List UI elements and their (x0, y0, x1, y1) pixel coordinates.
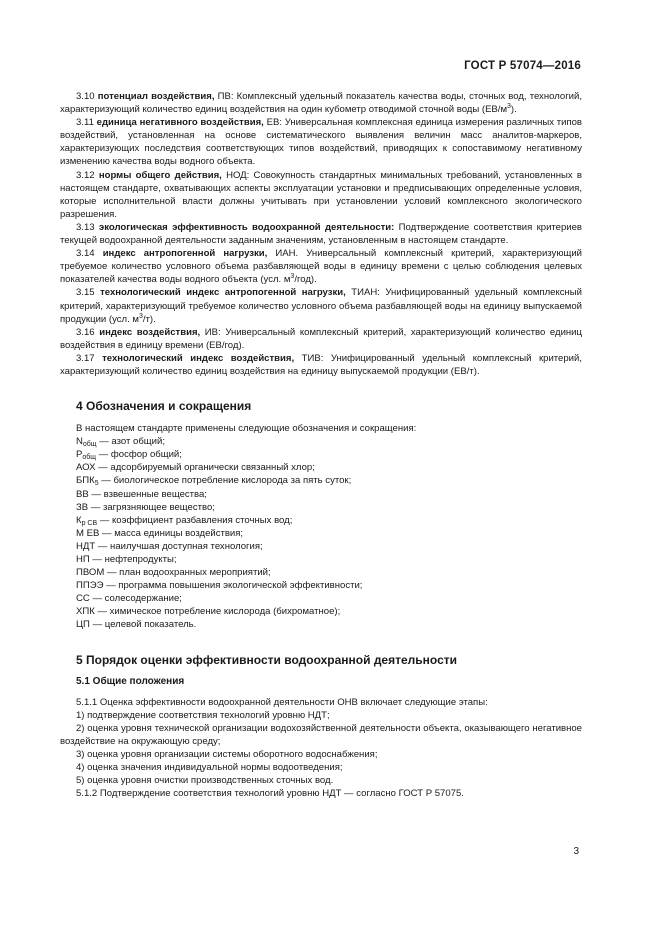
abbreviation-item (60, 448, 582, 461)
abbreviation-symbol: К (76, 514, 82, 526)
term-superscript: 3 (290, 273, 295, 281)
abbreviation-item (60, 514, 582, 527)
abbreviation-item (60, 501, 582, 514)
abbreviation-symbol: N (76, 436, 83, 448)
abbreviation-item (60, 592, 582, 605)
abbreviation-item (60, 566, 582, 579)
term-entry (60, 116, 582, 168)
abbreviation-item (60, 461, 582, 474)
abbreviation-meaning: — наилучшая доступная технология; (95, 540, 263, 552)
abbreviation-symbol: ВВ (76, 488, 89, 500)
abbreviation-meaning: — азот общий; (96, 436, 165, 448)
page-content (60, 90, 582, 800)
abbreviation-subscript: 5 (94, 480, 99, 488)
term-entry (60, 90, 582, 116)
term-name: технологический индекс воздействия, (102, 352, 295, 364)
term-entry (60, 169, 582, 221)
step-item: 2) оценка уровня технической организации водохозяйственной деятельности объекта, оказывающего негативное воздействие на окружающую среду; (60, 722, 582, 747)
abbreviation-symbol: М ЕВ (76, 527, 100, 539)
term-number: 3.11 (76, 117, 94, 129)
abbreviation-item (60, 605, 582, 618)
abbreviation-subscript: р СВ (81, 519, 98, 527)
term-number: 3.12 (76, 169, 95, 181)
term-name: нормы общего действия, (98, 169, 222, 181)
abbreviation-symbol: БПК (76, 475, 95, 487)
abbreviation-meaning: — взвешенные вещества; (88, 488, 207, 500)
term-name: экологическая эффективность водоохранной деятельности: (98, 221, 395, 233)
abbreviation-meaning: — нефтепродукты; (89, 554, 177, 565)
abbreviation-meaning: — коэффициент разбавления сточных вод; (97, 514, 293, 526)
standard-header: ГОСТ Р 57074—2016 (464, 60, 581, 72)
term-definition: ИВ: Универсальный комплексный критерий, характеризующий количество единиц воздействия в единицу времени (ЕВ/год). (60, 326, 582, 351)
section-4-intro: В настоящем стандарте применены следующие обозначения и сокращения: (76, 423, 417, 435)
abbreviation-item (60, 618, 582, 631)
term-entry (60, 352, 582, 378)
abbreviation-symbol: НП (76, 554, 90, 565)
abbreviations-list (60, 435, 582, 631)
abbreviation-subscript: общ (82, 454, 97, 462)
term-definition: ТИВ: Унифицированный удельный комплексный критерий, характеризующий количество единиц воздействия на единицу выпускаемой продукции (ЕВ/т). (60, 352, 582, 377)
term-number: 3.15 (76, 287, 95, 299)
page-number: 3 (573, 846, 579, 857)
term-superscript: 3 (138, 312, 143, 320)
abbreviation-meaning: — химическое потребление кислорода (бихроматное); (94, 606, 341, 618)
abbreviation-symbol: СС (76, 593, 90, 605)
abbreviation-meaning: — солесодержание; (89, 593, 182, 605)
term-definition: ПВ: Комплексный удельный показатель качества воды, сточных вод, технологий, характеризующий количество единиц воздействия на один кубометр отводимой сточной воды (ЕВ/м (60, 91, 582, 116)
abbreviation-meaning: — биологическое потребление кислорода за пять суток; (98, 475, 352, 487)
abbreviation-symbol: АОХ (76, 462, 96, 474)
steps-list (60, 709, 582, 788)
term-entry (60, 221, 582, 247)
abbreviation-item (60, 553, 582, 566)
term-definition: ИАН. Универсальный комплексный критерий, характеризующий требуемое количество условного объема разбавляющей воды в единицу времени с целью соблюдения целевых показателей качества воды водного объекта (усл. м (60, 248, 583, 286)
abbreviation-meaning: — адсорбируемый органически связанный хлор; (95, 462, 315, 474)
abbreviation-symbol: ПВОМ (76, 567, 105, 579)
abbreviation-symbol: НДТ (76, 540, 96, 552)
term-number: 3.17 (76, 352, 95, 364)
term-number: 3.10 (76, 91, 95, 102)
term-number: 3.14 (76, 248, 95, 260)
term-definition-end: /т). (142, 313, 156, 325)
abbreviation-item (60, 435, 582, 448)
abbreviation-item (60, 488, 582, 501)
term-definition: ЕВ: Универсальная комплексная единица измерения различных типов воздействий, установленная на основе систематического выявления величин масс аналитов-маркеров, характеризующих последствия соответствующих типов воздействий, приводящих к сопоставимому негативному изменению качества воды водного объекта. (60, 117, 583, 168)
abbreviation-meaning: — план водоохранных мероприятий; (104, 567, 271, 579)
term-name: технологический индекс антропогенной нагрузки, (100, 287, 346, 299)
term-definition-end: ). (510, 104, 517, 116)
abbreviation-item (60, 540, 582, 553)
abbreviation-symbol: P (76, 449, 83, 461)
abbreviation-meaning: — масса единицы воздействия; (99, 527, 244, 539)
abbreviation-meaning: — загрязняющее вещество; (88, 501, 215, 513)
abbreviation-symbol: ЦП (76, 619, 90, 631)
term-number: 3.13 (76, 221, 95, 233)
abbreviation-meaning: — фосфор общий; (96, 449, 182, 461)
step-item: 4) оценка значения индивидуальной нормы водоотведения; (76, 762, 343, 774)
abbreviation-symbol: ХПК (76, 606, 95, 618)
term-entry (60, 286, 582, 325)
abbreviation-item (60, 527, 582, 540)
term-superscript: 3 (507, 103, 511, 111)
term-definition: ТИАН: Унифицированный удельный комплексный критерий, характеризующий требуемое количество условного объема разбавляющей воды на единицу выпускаемой продукции (усл. м (60, 287, 583, 325)
abbreviation-symbol: ЗВ (76, 501, 89, 513)
step-item: 5) оценка уровня очистки производственных сточных вод. (76, 775, 334, 787)
terms-list (60, 90, 582, 378)
term-name: единица негативного воздействия, (96, 117, 264, 129)
term-entry (60, 247, 582, 286)
abbreviation-meaning: — программа повышения экологической эффективности; (103, 580, 363, 592)
term-name: индекс воздействия, (99, 326, 201, 338)
step-item: 1) подтверждение соответствия технологий уровню НДТ; (76, 709, 330, 721)
term-definition-end: /год). (294, 274, 317, 286)
abbreviation-subscript: общ (82, 441, 97, 449)
subsection-5-1-heading: 5.1 Общие положения (76, 675, 185, 687)
term-definition: Подтверждение соответствия критериев текущей водоохранной деятельности заданным значениям, установленным в настоящем стандарте. (60, 221, 582, 247)
term-name: индекс антропогенной нагрузки, (102, 248, 268, 260)
term-name: потенциал воздействия, (97, 91, 215, 102)
abbreviation-symbol: ППЭЭ (76, 580, 104, 592)
term-number: 3.16 (76, 326, 95, 338)
abbreviation-item (60, 579, 582, 592)
abbreviation-item (60, 474, 582, 487)
step-item: 3) оценка уровня организации системы оборотного водоснабжения; (76, 749, 378, 761)
term-entry (60, 326, 582, 352)
term-definition: НОД: Совокупность стандартных минимальных требований, установленных в настоящем стандарте, охватывающих аспекты эксплуатации установки и предписывающих определенные условия, которые исполнительной власти должны учитывать при установлении условий комплексного экологического разрешения. (60, 169, 582, 220)
section-5-heading: 5 Порядок оценки эффективности водоохранной деятельности (76, 652, 458, 667)
paragraph-5-1-2: 5.1.2 Подтверждение соответствия технологий уровню НДТ — согласно ГОСТ Р 57075. (76, 788, 464, 800)
paragraph-5-1-1: 5.1.1 Оценка эффективности водоохранной деятельности ОНВ включает следующие этапы: (76, 696, 488, 708)
section-4-heading: 4 Обозначения и сокращения (76, 399, 252, 414)
abbreviation-meaning: — целевой показатель. (89, 619, 197, 631)
